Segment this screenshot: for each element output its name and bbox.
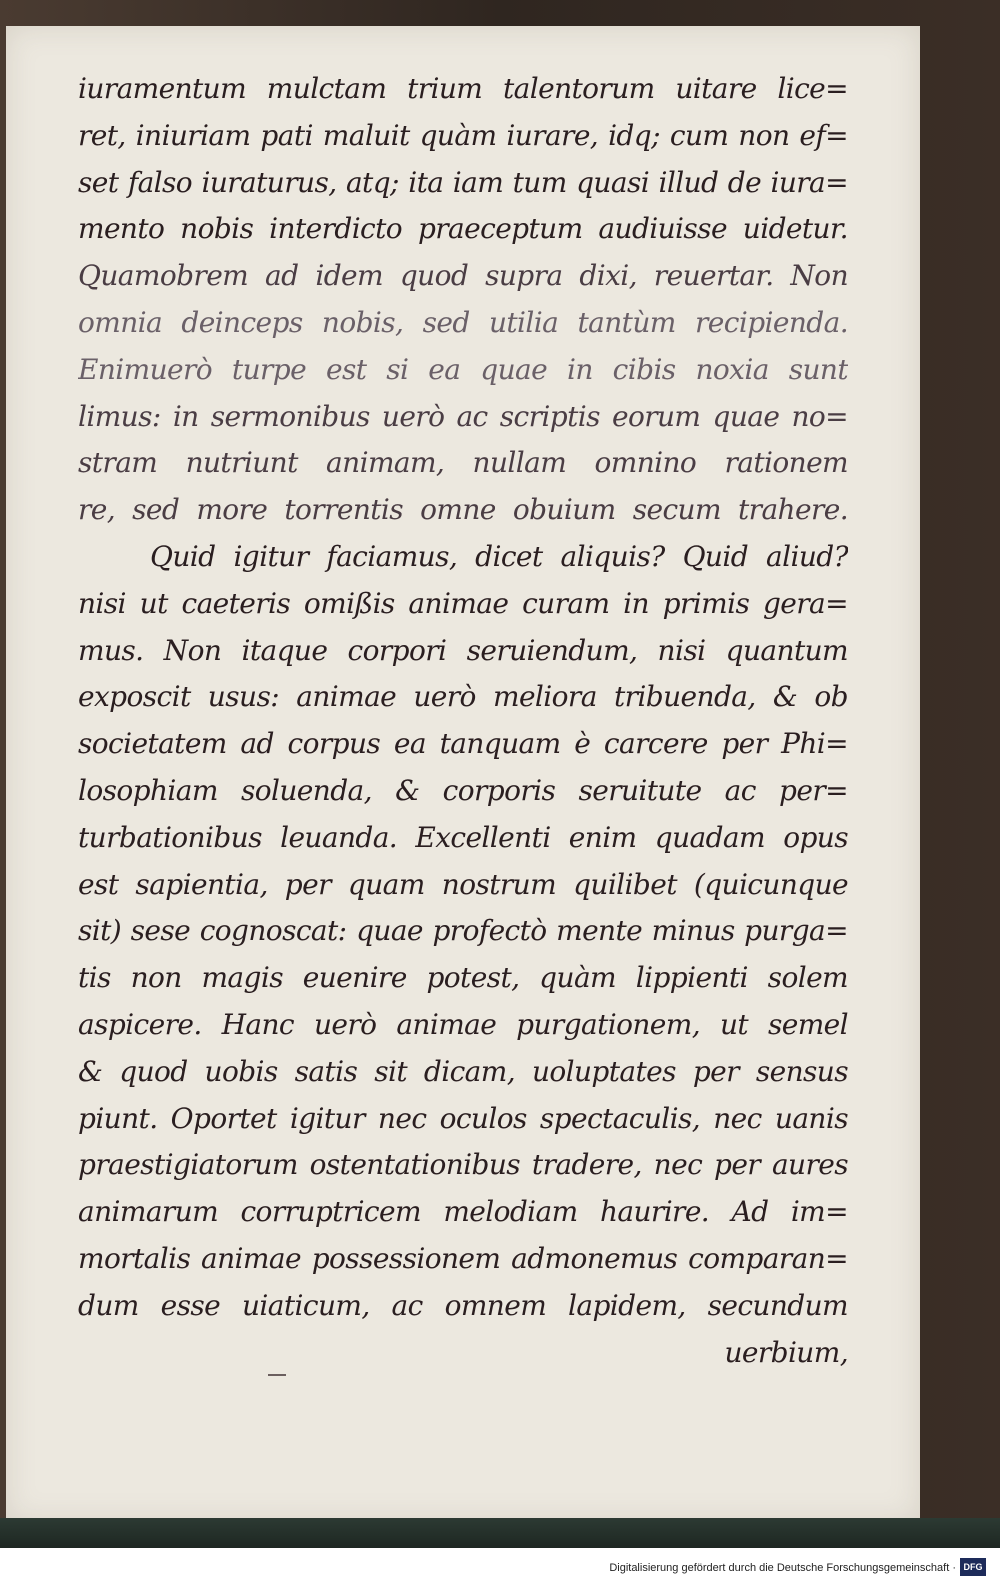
text-block xyxy=(78,66,848,1376)
text-line: piunt. Oportet igitur nec oculos spectaculis, nec uanis xyxy=(78,1101,848,1135)
book-cover-edge xyxy=(0,1518,1000,1548)
text-line: societatem ad corpus ea tanquam è carcere per Phi= xyxy=(78,727,848,761)
text-line: turbationibus leuanda. Excellenti enim quadam opus xyxy=(78,820,848,854)
text-line: exposcit usus: animae uerò meliora tribuenda, & ob xyxy=(78,680,848,714)
book-page xyxy=(6,26,920,1522)
text-line: losophiam soluenda, & corporis seruitute ac per= xyxy=(78,773,848,807)
text-line: limus: in sermonibus uerò ac scriptis eorum quae no= xyxy=(78,399,848,433)
text-line: sit) sese cognoscat: quae profectò mente minus purga= xyxy=(78,914,848,948)
text-line: iuramentum mulctam trium talentorum uitare lice= xyxy=(78,72,848,105)
dfg-logo-icon: DFG xyxy=(960,1558,986,1576)
text-line: ret, iniuriam pati maluit quàm iurare, idq; cum non ef= xyxy=(78,118,848,152)
digitization-credit: Digitalisierung gefördert durch die Deutsche Forschungsgemeinschaft · xyxy=(609,1562,956,1574)
text-line: tis non magis euenire potest, quàm lippienti solem xyxy=(78,961,848,995)
text-line: Enimuerò turpe est si ea quae in cibis noxia sunt xyxy=(78,352,848,386)
signature-dash xyxy=(268,1374,286,1376)
text-line: animarum corruptricem melodiam haurire. Ad im= xyxy=(78,1195,848,1229)
text-line-indented: Quid igitur faciamus, dicet aliquis? Quid aliud? xyxy=(150,539,848,573)
text-line: mus. Non itaque corpori seruiendum, nisi quantum xyxy=(78,633,848,667)
text-line: mortalis animae possessionem admonemus comparan= xyxy=(78,1241,848,1275)
text-line: re, sed more torrentis omne obuium secum trahere. xyxy=(78,493,848,527)
text-line: stram nutriunt animam, nullam omnino rationem xyxy=(78,446,848,480)
text-line: nisi ut caeteris omißis animae curam in primis gera= xyxy=(78,586,848,620)
text-line: omnia deinceps nobis, sed utilia tantùm recipienda. xyxy=(78,305,848,339)
text-line: & quod uobis satis sit dicam, uoluptates per sensus xyxy=(78,1054,848,1088)
text-line: dum esse uiaticum, ac omnem lapidem, secundum xyxy=(78,1288,848,1322)
text-line: Quamobrem ad idem quod supra dixi, reuertar. Non xyxy=(78,259,848,293)
text-line: mento nobis interdicto praeceptum audiuisse uidetur. xyxy=(78,212,848,246)
text-line: aspicere. Hanc uerò animae purgationem, ut semel xyxy=(78,1007,848,1041)
text-line: praestigiatorum ostentationibus tradere, nec per aures xyxy=(78,1148,848,1182)
text-line: set falso iuraturus, atq; ita iam tum quasi illud de iura= xyxy=(78,165,848,199)
text-line: est sapientia, per quam nostrum quilibet (quicunque xyxy=(78,867,848,901)
catchword: uerbium, xyxy=(724,1335,848,1369)
